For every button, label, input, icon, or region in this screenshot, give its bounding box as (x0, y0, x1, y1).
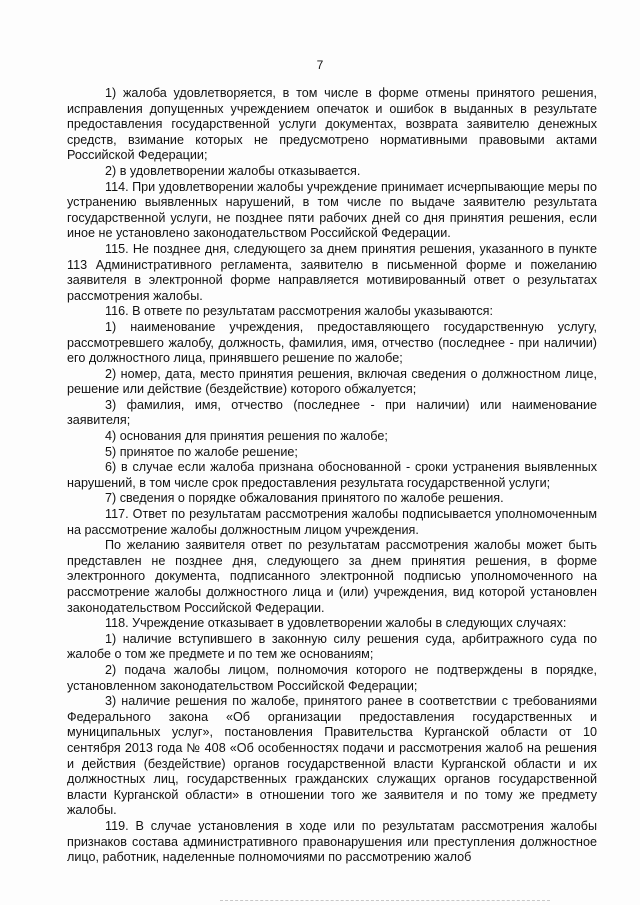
paragraph-116-item-1: 1) наименование учреждения, предоставляющего государственную услугу, рассмотревшего жалобу, должность, фамилия, имя, отчество (последнее - при наличии) его должностного лица, принявшего решение по жалобе; (67, 319, 597, 366)
paragraph-113-item-2: 2) в удовлетворении жалобы отказывается. (105, 163, 361, 178)
paragraph-118-item-3: 3) наличие решения по жалобе, принятого ранее в соответствии с требованиями Федерального закона «Об организации предоставления государственных и муниципальных услуг», постановления Правительства Курганской области от 10 сентября 2013 года № 408 «Об особенностях подачи и рассмотрения жалоб на решения и действия (бездействие) органов государственной власти Курганской области и их должностных лиц, государственных гражданских служащих органов государственной власти Курганской области» в отношении того же заявителя и по тому же предмету жалобы. (67, 694, 597, 818)
paragraph-116-item-3: 3) фамилия, имя, отчество (последнее - при наличии) или наименование заявителя; (67, 397, 597, 428)
paragraph-116-item-7: 7) сведения о порядке обжалования принятого по жалобе решения. (105, 491, 504, 506)
paragraph-115: 115. Не позднее дня, следующего за днем принятия решения, указанного в пункте 113 Административного регламента, заявителю в письменной форме и пожеланию заявителя в электронной форме направляется мотивированный ответ о результатах рассмотрения жалобы. (67, 241, 597, 303)
paragraph-118-item-2: 2) подача жалобы лицом, полномочия которого не подтверждены в порядке, установленном законодательством Российской Федерации; (67, 662, 597, 693)
paragraph-116-item-6: 6) в случае если жалоба признана обоснованной - сроки устранения выявленных нарушений, в том числе срок предоставления результата государственной услуги; (67, 460, 597, 490)
paragraph-116-item-2: 2) номер, дата, место принятия решения, включая сведения о должностном лице, решение или действие (бездействие) которого обжалуется; (67, 366, 597, 397)
paragraph-118: 118. Учреждение отказывает в удовлетворении жалобы в следующих случаях: (105, 616, 567, 631)
paragraph-116-item-5: 5) принятое по жалобе решение; (105, 444, 298, 459)
paragraph-117: 117. Ответ по результатам рассмотрения жалобы подписывается уполномоченным на рассмотрение жалобы должностным лицом учреждения. (67, 507, 597, 537)
page-number: 7 (316, 58, 324, 72)
paragraph-113-item-1: 1) жалоба удовлетворяется, в том числе в форме отмены принятого решения, исправления допущенных учреждением опечаток и ошибок в выданных в результате предоставления государственной услуги документах, возврата заявителю денежных средств, взимание которых не предусмотрено нормативными правовыми актами Российской Федерации; (67, 86, 597, 163)
paragraph-116-item-4: 4) основания для принятия решения по жалобе; (105, 429, 388, 444)
paragraph-117-electronic: По желанию заявителя ответ по результатам рассмотрения жалобы может быть представлен не позднее дня, следующего за днем принятия решения, в форме электронного документа, подписанного электронной подписью уполномоченного на рассмотрение жалобы должностного лица и (или) учреждения, вид которой установлен законодательством Российской Федерации. (67, 538, 597, 615)
paragraph-116: 116. В ответе по результатам рассмотрения жалобы указываются: (105, 304, 493, 319)
paragraph-119: 119. В случае установления в ходе или по результатам рассмотрения жалобы признаков состава административного правонарушения или преступления должностное лицо, работник, наделенные полномочиями по рассмотрению жалоб (67, 818, 597, 865)
document-body (67, 86, 597, 866)
scan-edge-line (220, 899, 550, 901)
paragraph-118-item-1: 1) наличие вступившего в законную силу решения суда, арбитражного суда по жалобе о том же предмете и по тем же основаниям; (67, 631, 597, 662)
paragraph-114: 114. При удовлетворении жалобы учреждение принимает исчерпывающие меры по устранению выявленных нарушений, в том числе по выдаче заявителю результата государственной услуги, не позднее пяти рабочих дней со дня принятия решения, если иное не установлено законодательством Российской Федерации. (67, 179, 597, 241)
